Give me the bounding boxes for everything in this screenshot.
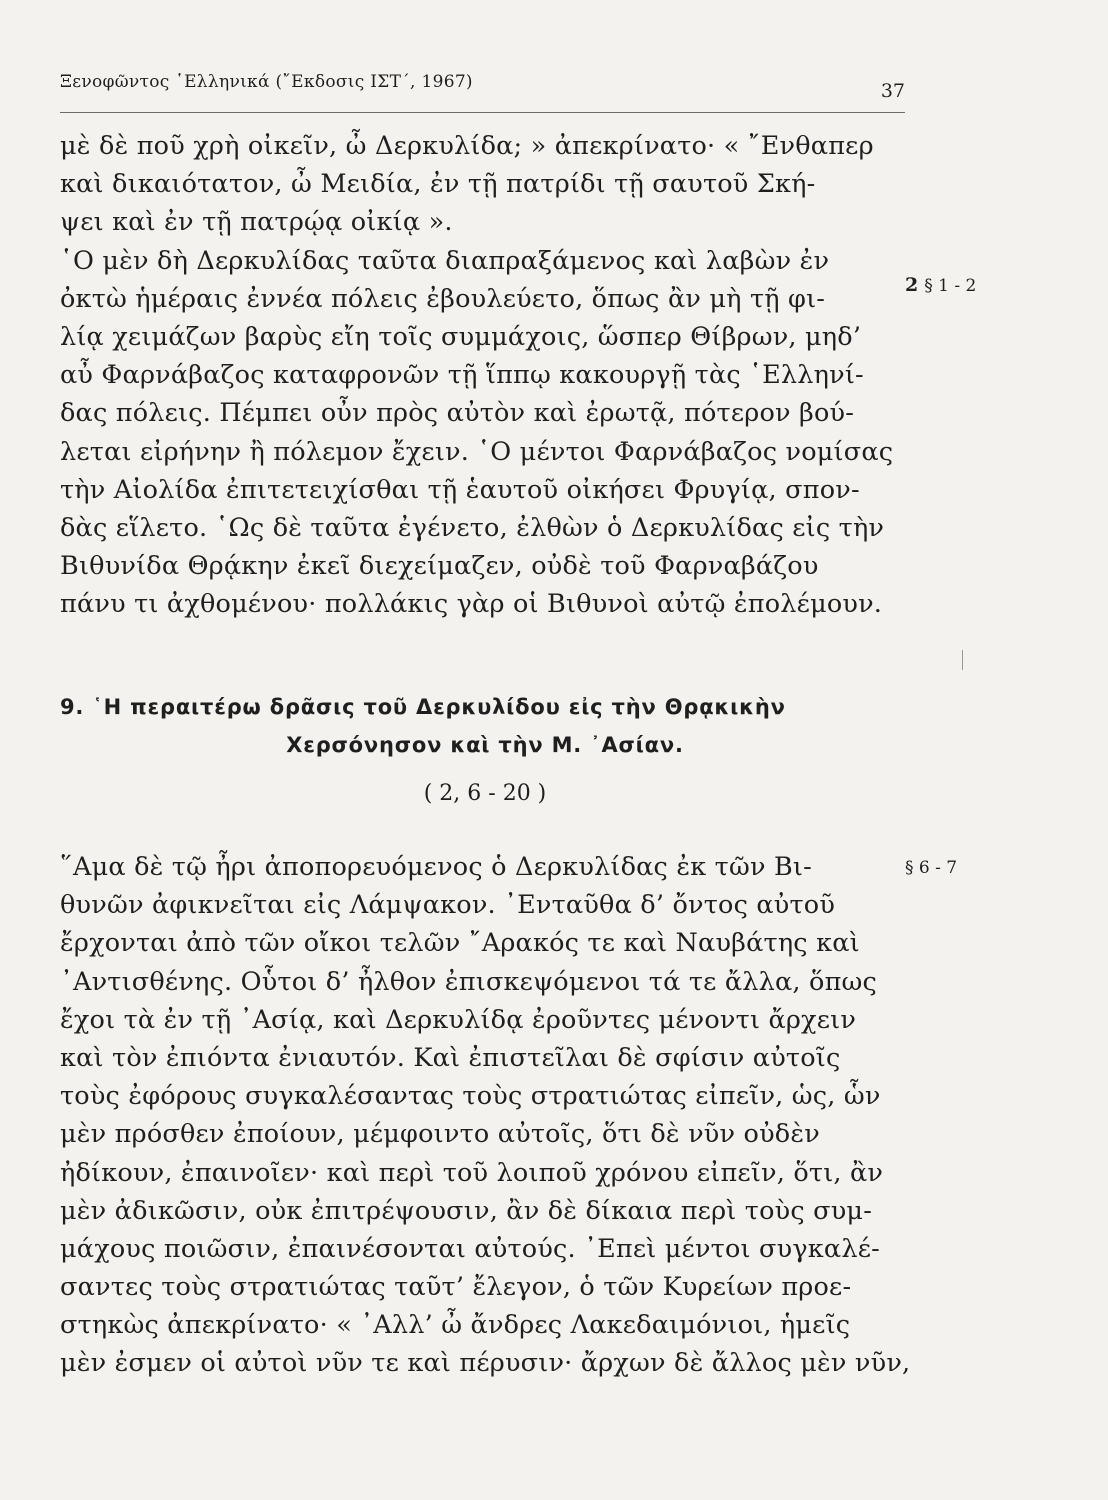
text-line: καὶ τὸν ἐπιόντα ἐνιαυτόν. Καὶ ἐπιστεῖλαι δὲ σφίσιν αὐτοῖς — [60, 1042, 841, 1073]
margin-mark — [962, 650, 963, 670]
text-line: λίᾳ χειμάζων βαρὺς εἴη τοῖς συμμάχοις, ὥσπερ Θίβρων, μηδ’ — [60, 321, 862, 352]
page-number: 37 — [880, 80, 905, 102]
margin-reference-2 — [905, 858, 957, 878]
text-line: δὰς εἵλετο. ῾Ως δὲ ταῦτα ἐγένετο, ἐλθὼν ὁ Δερκυλίδας εἰς τὴν — [60, 512, 885, 543]
text-line: αὖ Φαρνάβαζος καταφρονῶν τῇ ἵππῳ κακουργῇ τὰς ῾Ελληνί- — [60, 360, 864, 391]
section-reference: ( 2, 6 - 20 ) — [423, 781, 547, 806]
text-line: μὲν ἀδικῶσιν, οὐκ ἐπιτρέψουσιν, ἂν δὲ δίκαια περὶ τοὺς συμ- — [60, 1195, 873, 1226]
margin-reference-1 — [905, 275, 976, 296]
text-line: καὶ δικαιότατον, ὦ Μειδία, ἐν τῇ πατρίδι τῇ σαυτοῦ Σκή- — [60, 169, 816, 200]
text-line: θυνῶν ἀφικνεῖται εἰς Λάμψακον. ᾿Ενταῦθα δ’ ὄντος αὐτοῦ — [60, 890, 836, 921]
page-header — [60, 70, 905, 113]
text-line: σαντες τοὺς στρατιώτας ταῦτ’ ἔλεγον, ὁ τῶν Κυρείων προε- — [60, 1272, 852, 1303]
margin-section-range: § 1 - 2 — [924, 276, 977, 296]
text-line: ῞Αμα δὲ τῷ ἦρι ἀποπορευόμενος ὁ Δερκυλίδας ἐκ τῶν Βι- — [60, 852, 812, 882]
running-head: Ξενοφῶντος ῾Ελληνικά (῎Εκδοσις ΙΣΤ΄, 1967) — [60, 72, 473, 92]
text-line: λεται εἰρήνην ἢ πόλεμον ἔχειν. ῾Ο μέντοι Φαρνάβαζος νομίσας — [60, 436, 894, 467]
section-heading — [60, 688, 910, 764]
margin-section-range: § 6 - 7 — [905, 858, 958, 878]
text-line: μάχους ποιῶσιν, ἐπαινέσονται αὐτούς. ᾿Επεὶ μέντοι συγκαλέ- — [60, 1233, 880, 1264]
text-line: μὲν πρόσθεν ἐποίουν, μέμφοιντο αὐτοῖς, ὅτι δὲ νῦν οὐδὲν — [60, 1119, 820, 1150]
text-line: τὴν Αἰολίδα ἐπιτετειχίσθαι τῇ ἑαυτοῦ οἰκήσει Φρυγίᾳ, σπον- — [60, 474, 860, 505]
text-line: μὲ δὲ ποῦ χρὴ οἰκεῖν, ὦ Δερκυλίδα; » ἀπεκρίνατο· « ῎Ενθαπερ — [60, 131, 874, 161]
text-line: ἠδίκουν, ἐπαινοῖεν· καὶ περὶ τοῦ λοιποῦ χρόνου εἰπεῖν, ὅτι, ἂν — [60, 1157, 884, 1188]
margin-chapter-number: 2 — [905, 274, 919, 296]
text-line: ᾿Αντισθένης. Οὗτοι δ’ ἦλθον ἐπισκεψόμενοι τά τε ἄλλα, ὅπως — [60, 966, 878, 997]
text-line: δας πόλεις. Πέμπει οὖν πρὸς αὐτὸν καὶ ἐρωτᾷ, πότερον βού- — [60, 398, 855, 429]
text-line: Βιθυνίδα Θρᾴκην ἐκεῖ διεχείμαζεν, οὐδὲ τοῦ Φαρναβάζου — [60, 551, 819, 582]
section-title-line: 9. ῾Η περαιτέρω δρᾶσις τοῦ Δερκυλίδου εἰς τὴν Θρᾳκικὴν — [60, 695, 786, 719]
section-title-line: Χερσόνησον καὶ τὴν Μ. ᾿Ασίαν. — [286, 733, 684, 757]
paragraph-before-section — [60, 127, 910, 623]
text-line: στηκὼς ἀπεκρίνατο· « ᾿Αλλ’ ὦ ἄνδρες Λακεδαιμόνιοι, ἡμεῖς — [60, 1310, 851, 1341]
text-line: ὀκτὼ ἡμέραις ἐννέα πόλεις ἐβουλεύετο, ὅπως ἂν μὴ τῇ φι- — [60, 283, 826, 314]
text-line: ῾Ο μὲν δὴ Δερκυλίδας ταῦτα διαπραξάμενος καὶ λαβὼν ἐν — [60, 245, 830, 276]
text-line: πάνυ τι ἀχθομένου· πολλάκις γὰρ οἱ Βιθυνοὶ αὐτῷ ἐπολέμουν. — [60, 589, 883, 620]
paragraph-after-section — [60, 848, 910, 1383]
text-line: μὲν ἐσμεν οἱ αὐτοὶ νῦν τε καὶ πέρυσιν· ἄρχων δὲ ἄλλος μὲν νῦν, — [60, 1348, 910, 1379]
text-line: ψει καὶ ἐν τῇ πατρῴᾳ οἰκίᾳ ». — [60, 207, 453, 238]
text-line: τοὺς ἐφόρους συγκαλέσαντας τοὺς στρατιώτας εἰπεῖν, ὡς, ὧν — [60, 1081, 881, 1112]
text-line: ἔχοι τὰ ἐν τῇ ᾿Ασίᾳ, καὶ Δερκυλίδᾳ ἐροῦντες μένοντι ἄρχειν — [60, 1004, 857, 1035]
text-line: ἔρχονται ἀπὸ τῶν οἴκοι τελῶν ῎Αρακός τε καὶ Ναυβάτης καὶ — [60, 928, 860, 959]
